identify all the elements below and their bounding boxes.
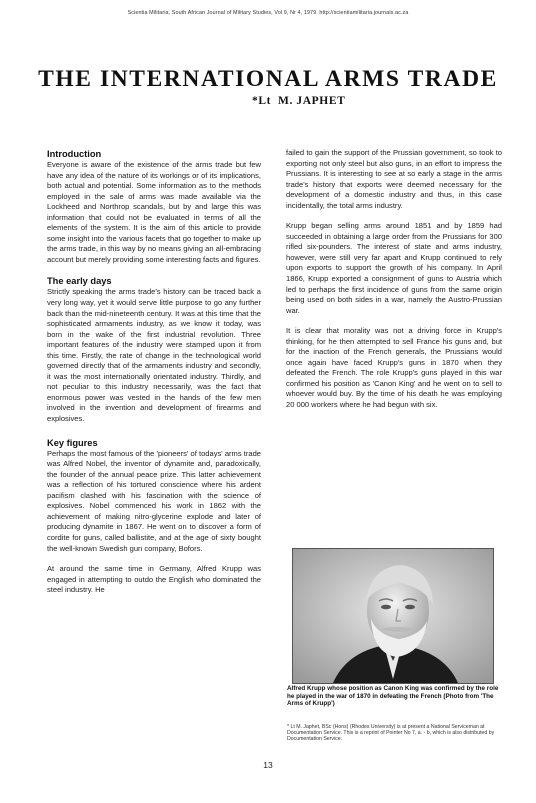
portrait-illustration <box>293 549 493 683</box>
article-title: THE INTERNATIONAL ARMS TRADE <box>38 66 498 92</box>
paragraph-key-figures: Perhaps the most famous of the 'pioneers' of todays' arms trade was Alfred Nobel, the inventor of dynamite and, paradoxically, the founder of the annual peace prize. This latter achievement was a reflection of his tortured conscience where his ardent pacifism clashed with his fascination with the science of explosives. Nobel commenced his work in 1862 with the achievement of making nitro-glycerine explode and later of producing dynamite in 1867. He went on to discover a form of cordite for guns, called ballistite, and at the age of sixty bought the well-known Swedish gun company, Bofors. <box>47 448 261 553</box>
left-column <box>47 148 261 596</box>
page-number: 13 <box>263 760 273 770</box>
paragraph-right-2: Krupp began selling arms around 1851 and by 1859 had succeeded in obtaining a large order from the Prussians for 300 rifled six-pounders. The interest of state and arms industry, however, were still very far apart and Krupp continued to rely upon exports to support the growth of his company. In April 1866, Krupp exported a consignment of guns to Austria which led to perhaps the first incidence of guns from the same origin being used on both sides in a war, namely the Austro-Prussian war. <box>286 221 502 315</box>
article-author: *Lt M. JAPHET <box>252 95 346 107</box>
paragraph-early-days: Strictly speaking the arms trade's history can be traced back a very long way, yet it would serve little purpose to go any further back than the mid-nineteenth century. It was at this time that the sophisticated armaments industry, as we know it today, was born in the wake of the first industrial revolution. Three important features of the industry were stamped upon it from this time. Firstly, the rate of change in the technological world governed directly that of the armaments industry and secondly, it was the most internationally orientated industry. Thirdly, and not peculiar to this industry necessarily, was the fact that enormous power was vested in the hands of the few men involved in the invention and development of firearms and explosives. <box>47 287 261 424</box>
heading-introduction: Introduction <box>47 149 102 159</box>
right-column <box>286 148 502 411</box>
paragraph-introduction: Everyone is aware of the existence of the arms trade but few have any idea of the nature of its workings or of its implications, both actual and potential. Some information as to the methods employed in the sale of arms was made available via the Lockheed and Northrop scandals, but by and large this was information that could not be evaluated in terms of all the elements of the system. It is the aim of this article to provide some insight into the various facets that go together to make up the arms trade, in this way by no means giving an all-embracing account but merely providing some interesting facts and figures. <box>47 160 261 264</box>
paragraph-right-1: failed to gain the support of the Prussian government, so took to exporting not only steel but also guns, in an effort to impress the Prussians. It is interesting to see at so early a stage in the arms trade's history that exports were deemed necessary for the development of a domestic industry and thus, in this case incidentally, the total arms industry. <box>286 148 502 210</box>
paragraph-key-figures-2: At around the same time in Germany, Alfred Krupp was engaged in attempting to outdo the English who dominated the steel industry. He <box>47 564 261 595</box>
krupp-portrait-photo <box>292 548 494 684</box>
heading-early-days: The early days <box>47 276 112 287</box>
heading-key-figures: Key figures <box>47 437 98 448</box>
author-footnote: * Lt M. Japhet, BSc (Hons) (Rhodes University) is at present a National Serviceman at Documentation Service. This is a reprint of Pointer No 7, a. - b, which is also distributed by Documentation Service. <box>287 724 495 743</box>
photo-caption: Alfred Krupp whose position as Canon King was confirmed by the role he played in the war of 1870 in defeating the French (Photo from 'The Arms of Krupp') <box>287 685 499 708</box>
journal-header: Scientia Militaria, South African Journal of Military Studies, Vol 9, Nr 4, 1979. http://scientiamilitaria.journals.ac.za <box>127 10 409 16</box>
paragraph-right-3: It is clear that morality was not a driving force in Krupp's thinking, for he then attempted to sell France his guns and, but for the inaction of the French generals, the Prussians would once again have faced Krupp's guns in 1870 when they defeated the French. The role Krupp's guns played in this war confirmed his position as 'Canon King' and he went on to sell to whoever would buy. By the time of his death he was employing 20 000 workers where he had begun with six. <box>286 326 502 410</box>
